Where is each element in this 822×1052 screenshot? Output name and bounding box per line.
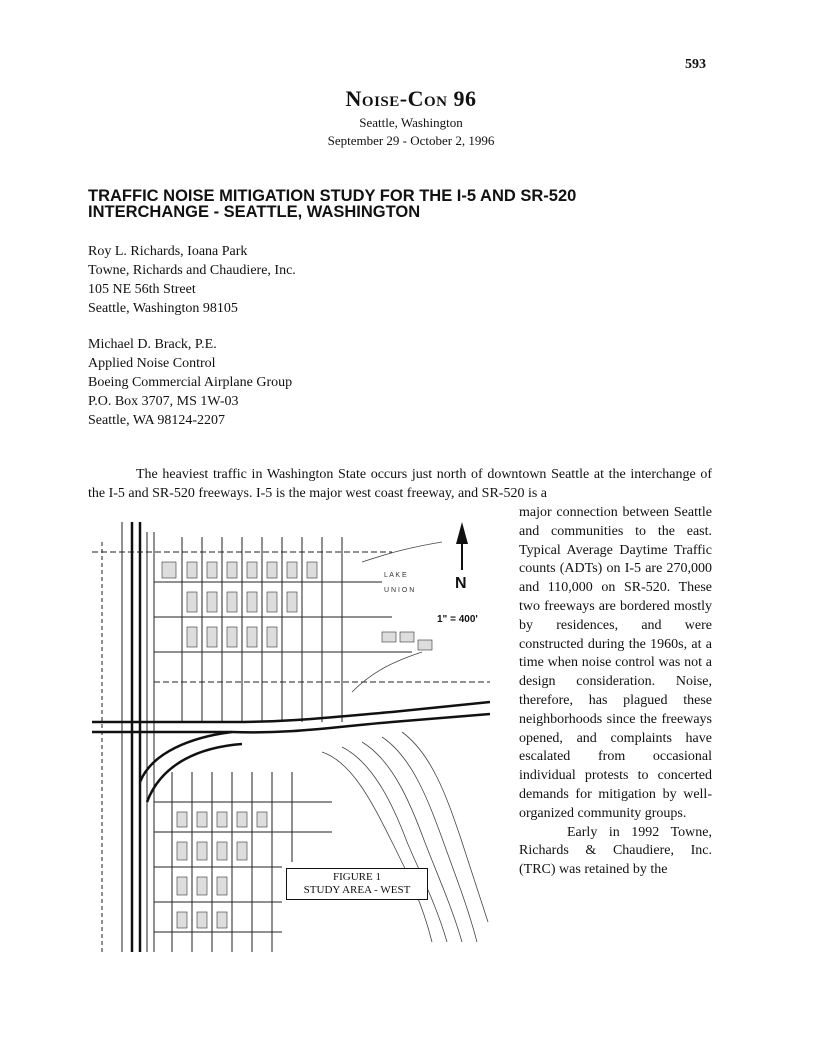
author-block-1 xyxy=(88,242,296,318)
author-line: 105 NE 56th Street xyxy=(88,282,196,297)
union-label: U N I O N xyxy=(384,587,415,594)
conference-dates: September 29 - October 2, 1996 xyxy=(327,133,495,148)
figure-caption xyxy=(286,868,428,900)
figure-caption-line1: FIGURE 1 xyxy=(333,871,381,883)
conference-title: Noise-Con 96 xyxy=(345,86,477,111)
north-label: N xyxy=(455,575,467,592)
author-line: Seattle, WA 98124-2207 xyxy=(88,413,226,428)
side-paragraph-2: Early in 1992 Towne, Richards & Chaudiere, Inc. (TRC) was retained by the xyxy=(519,824,712,878)
author-line: Boeing Commercial Airplane Group xyxy=(88,375,293,390)
paper-title-line1: TRAFFIC NOISE MITIGATION STUDY FOR THE I-5 AND SR-520 xyxy=(88,187,577,205)
author-line: Roy L. Richards, Ioana Park xyxy=(88,244,248,259)
side-column-text xyxy=(519,504,712,880)
author-line: Michael D. Brack, P.E. xyxy=(88,337,217,352)
paper-title-line2: INTERCHANGE - SEATTLE, WASHINGTON xyxy=(88,203,421,221)
scale-label: 1" = 400' xyxy=(437,614,478,625)
side-paragraph-1: major connection between Seattle and communities to the east. Typical Average Daytime Traffic counts (ADTs) on I-5 are 270,000 and 110,000 on SR-520. These two freeways are bordered mostly by residences, and were constructed during the 1960s, at a time when noise control was not a design consideration. Noise, therefore, has plagued these neighborhoods since the freeways opened, and complaints have escalated from occasional individual protests to concerted demands for mitigation by well-organized community groups. xyxy=(519,505,712,821)
author-line: Applied Noise Control xyxy=(88,356,216,371)
conference-location: Seattle, Washington xyxy=(359,115,463,130)
author-line: Towne, Richards and Chaudiere, Inc. xyxy=(88,263,296,278)
author-line: Seattle, Washington 98105 xyxy=(88,301,238,316)
paper-title xyxy=(88,188,728,220)
author-line: P.O. Box 3707, MS 1W-03 xyxy=(88,394,239,409)
page-number: 593 xyxy=(685,57,706,72)
figure-caption-line2: STUDY AREA - WEST xyxy=(303,884,411,896)
lake-label: L A K E xyxy=(384,572,407,579)
author-block-2 xyxy=(88,335,292,430)
intro-paragraph: The heaviest traffic in Washington State occurs just north of downtown Seattle at the interchange of the I-5 and SR-520 freeways. I-5 is the major west coast freeway, and SR-520 is a xyxy=(88,467,712,501)
